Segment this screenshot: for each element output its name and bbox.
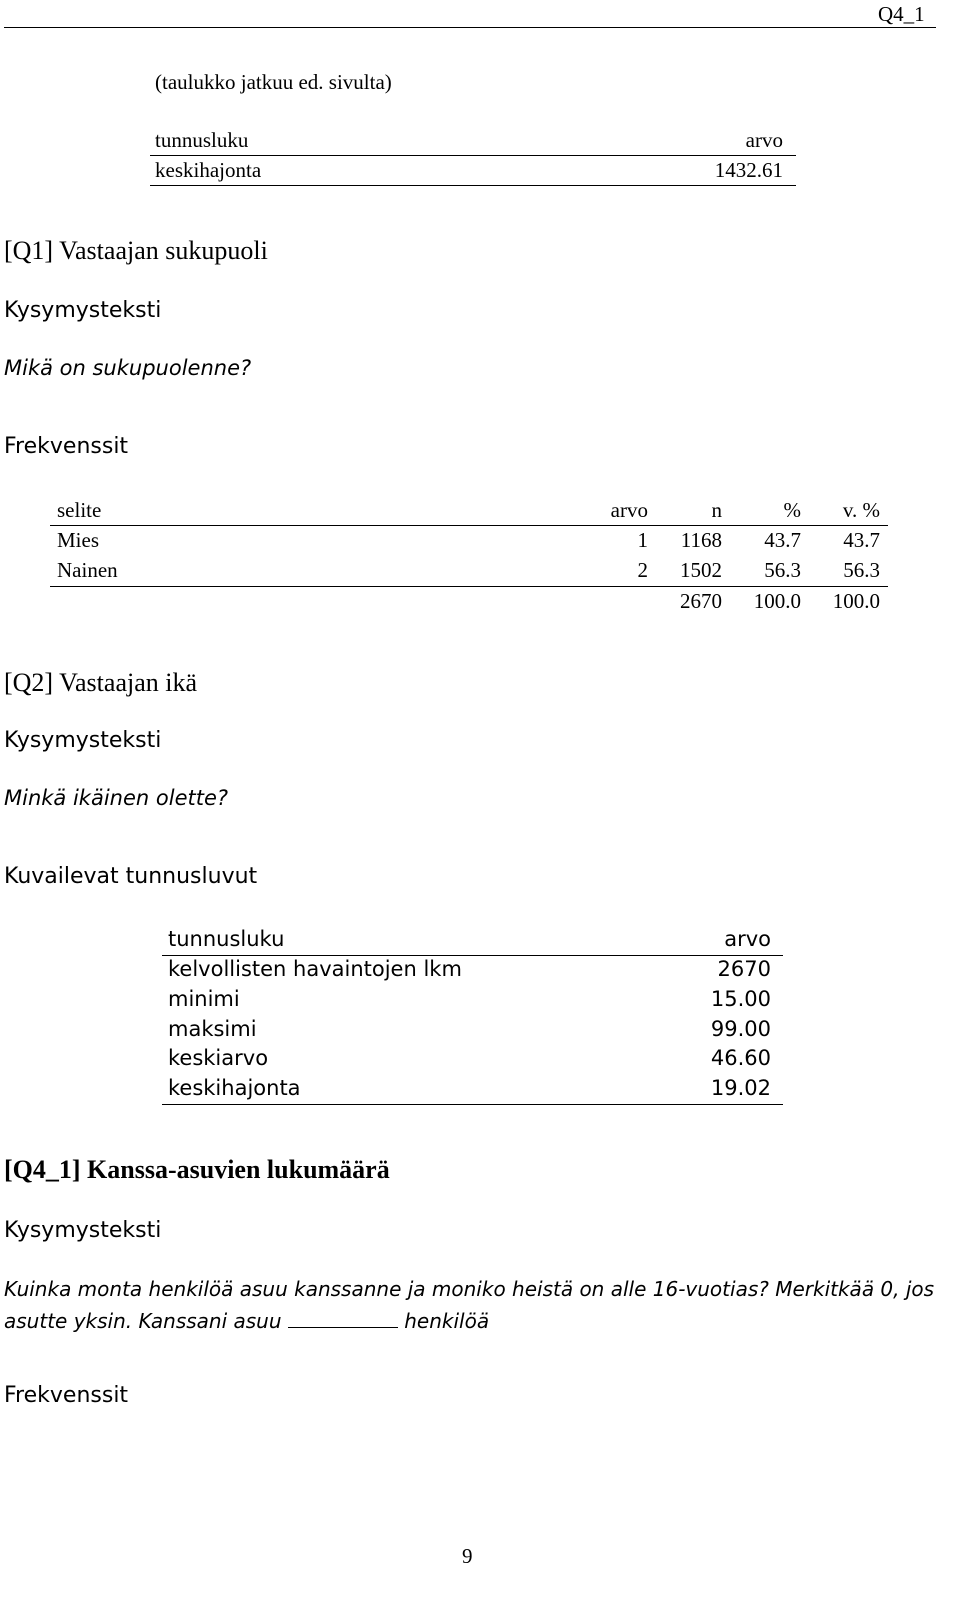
cont-row-label: keskihajonta — [155, 158, 262, 182]
q2-title: [Q2] Vastaajan ikä — [4, 668, 198, 697]
q1-total-pct: 100.0 — [753, 589, 801, 613]
q4-1-question-line2-start: asutte yksin. Kanssani asuu — [4, 1309, 282, 1333]
q1-header-rule — [50, 525, 888, 526]
q2-row-label: kelvollisten havaintojen lkm — [168, 957, 462, 981]
q1-row-pct: 56.3 — [764, 558, 801, 582]
running-title: Q4_1 — [878, 2, 925, 26]
q1-col-label: selite — [57, 498, 102, 522]
q1-question-text: Mikä on sukupuolenne? — [4, 356, 252, 380]
q1-total-n: 2670 — [680, 589, 722, 613]
q2-question-heading: Kysymysteksti — [4, 728, 162, 753]
q1-title: [Q1] Vastaajan sukupuoli — [4, 236, 268, 265]
q1-question-heading: Kysymysteksti — [4, 298, 162, 323]
q1-col-n: n — [711, 498, 722, 522]
q2-row-label: minimi — [168, 987, 240, 1011]
q2-row-value: 99.00 — [710, 1017, 771, 1041]
answer-blank-line — [288, 1309, 398, 1328]
q1-row-label: Nainen — [57, 558, 118, 582]
q4-1-freq-heading: Frekvenssit — [4, 1383, 129, 1408]
q4-1-question-line2-end: henkilöä — [404, 1309, 490, 1333]
continuation-note: (taulukko jatkuu ed. sivulta) — [155, 70, 392, 94]
cont-col-value: arvo — [745, 128, 783, 152]
q2-row-value: 46.60 — [710, 1046, 771, 1070]
q2-bottom-rule — [162, 1104, 783, 1105]
q2-desc-heading: Kuvailevat tunnusluvut — [4, 864, 258, 889]
q1-row-pct: 43.7 — [764, 528, 801, 552]
q1-row-n: 1502 — [680, 558, 722, 582]
q1-row-vpct: 43.7 — [843, 528, 880, 552]
q1-row-code: 2 — [637, 558, 648, 582]
q2-row-value: 2670 — [717, 957, 771, 981]
cont-bottom-rule — [150, 185, 796, 186]
q2-row-value: 19.02 — [710, 1076, 771, 1100]
q1-col-vpct: v. % — [842, 498, 880, 522]
q1-row-code: 1 — [637, 528, 648, 552]
q2-row-label: keskihajonta — [168, 1076, 301, 1100]
page-number: 9 — [462, 1544, 473, 1568]
q1-total-vpct: 100.0 — [832, 589, 880, 613]
q2-header-rule — [162, 955, 783, 956]
q4-1-question-heading: Kysymysteksti — [4, 1218, 162, 1243]
q4-1-question-line1: Kuinka monta henkilöä asuu kanssanne ja moniko heistä on alle 16-vuotias? Merkitkää 0, jos — [4, 1277, 935, 1301]
cont-header-rule — [150, 155, 796, 156]
q1-row-n: 1168 — [680, 528, 722, 552]
q2-row-value: 15.00 — [710, 987, 771, 1011]
q2-col-label: tunnusluku — [168, 927, 285, 951]
cont-col-label: tunnusluku — [155, 128, 249, 152]
q2-col-value: arvo — [724, 927, 771, 951]
q2-row-label: maksimi — [168, 1017, 257, 1041]
q1-row-vpct: 56.3 — [843, 558, 880, 582]
header-rule — [4, 27, 936, 28]
q1-col-pct: % — [783, 498, 801, 522]
q2-question-text: Minkä ikäinen olette? — [4, 786, 229, 810]
q4-1-question-line2 — [4, 1309, 489, 1331]
q2-row-label: keskiarvo — [168, 1046, 269, 1070]
q1-row-label: Mies — [57, 528, 99, 552]
q1-freq-heading: Frekvenssit — [4, 434, 129, 459]
q4-1-title: [Q4_1] Kanssa-asuvien lukumäärä — [4, 1155, 390, 1184]
cont-row-value: 1432.61 — [714, 158, 783, 182]
q1-col-code: arvo — [610, 498, 648, 522]
q1-total-rule — [50, 586, 888, 587]
